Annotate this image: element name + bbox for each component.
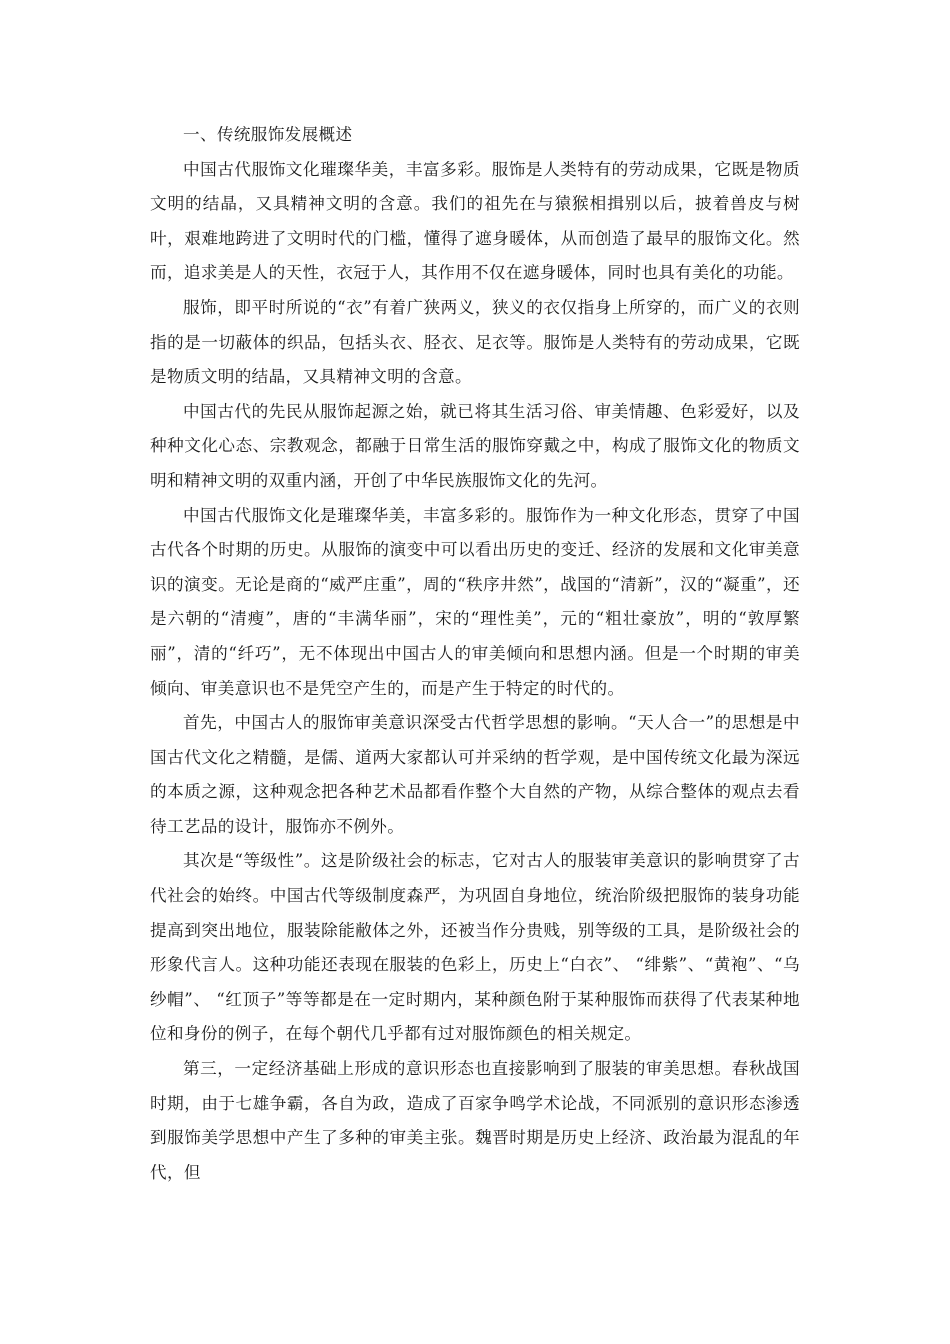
paragraph-3: 中国古代的先民从服饰起源之始，就已将其生活习俗、审美情趣、色彩爱好，以及种种文化心态、宗教观念，都融于日常生活的服饰穿戴之中，构成了服饰文化的物质文明和精神文明的双重内涵，开创了中华民族服饰文化的先河。 [150,401,800,490]
document-body [150,118,800,1190]
paragraph-5: 首先，中国古人的服饰审美意识深受古代哲学思想的影响。“天人合一”的思想是中国古代文化之精髓，是儒、道两大家都认可并采纳的哲学观，是中国传统文化最为深远的本质之源，这种观念把各种艺术品都看作整个大自然的产物，从综合整体的观点去看待工艺品的设计，服饰亦不例外。 [150,713,800,836]
paragraph-4: 中国古代服饰文化是璀璨华美，丰富多彩的。服饰作为一种文化形态，贯穿了中国古代各个时期的历史。从服饰的演变中可以看出历史的变迁、经济的发展和文化审美意识的演变。无论是商的“威严庄重”，周的“秩序井然”，战国的“清新”，汉的“凝重”，还是六朝的“清瘦”，唐的“丰满华丽”，宋的“理性美”，元的“粗壮豪放”，明的“敦厚繁丽”，清的“纤巧”，无不体现出中国古人的审美倾向和思想内涵。但是一个时期的审美倾向、审美意识也不是凭空产生的，而是产生于特定的时代的。 [150,505,800,698]
paragraph-7: 第三，一定经济基础上形成的意识形态也直接影响到了服装的审美思想。春秋战国时期，由于七雄争霸，各自为政，造成了百家争鸣学术论战，不同派别的意识形态渗透到服饰美学思想中产生了多种的审美主张。魏晋时期是历史上经济、政治最为混乱的年代，但 [150,1059,800,1182]
paragraph-2: 服饰，即平时所说的“衣”有着广狭两义，狭义的衣仅指身上所穿的，而广义的衣则指的是一切蔽体的织品，包括头衣、胫衣、足衣等。服饰是人类特有的劳动成果，它既是物质文明的结晶，又具精神文明的含意。 [150,297,800,387]
paragraph-1: 中国古代服饰文化璀璨华美，丰富多彩。服饰是人类特有的劳动成果，它既是物质文明的结晶，又具精神文明的含意。我们的祖先在与猿猴相揖别以后，披着兽皮与树叶，艰难地跨进了文明时代的门槛，懂得了遮身暖体，从而创造了最早的服饰文化。然而，追求美是人的天性，衣冠于人，其作用不仅在遮身暖体，同时也具有美化的功能。 [150,159,800,283]
section-heading: 一、传统服饰发展概述 [183,125,353,144]
paragraph-6: 其次是“等级性”。这是阶级社会的标志，它对古人的服装审美意识的影响贯穿了古代社会的始终。中国古代等级制度森严，为巩固自身地位，统治阶级把服饰的装身功能提高到突出地位，服装除能敝体之外，还被当作分贵贱，别等级的工具，是阶级社会的形象代言人。这种功能还表现在服装的色彩上，历史上“白衣”、 “绯紫”、“黄袍”、“乌纱帽”、 “红顶子”等等都是在一定时期内，某种颜色附于某种服饰而获得了代表某种地位和身份的例子，在每个朝代几乎都有过对服饰颜色的相关规定。 [150,851,800,1044]
